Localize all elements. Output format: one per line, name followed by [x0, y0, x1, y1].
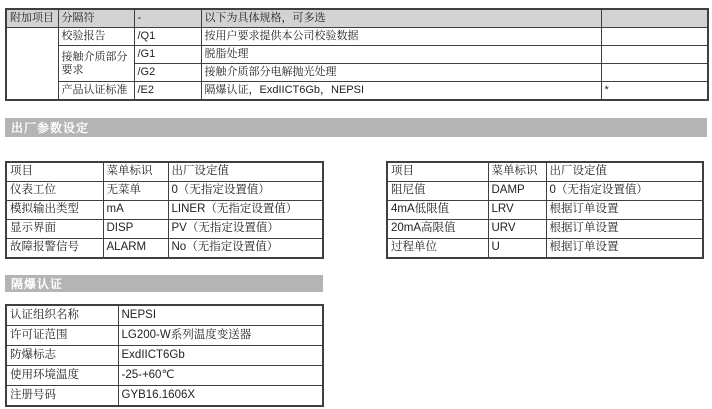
addon-row-mark: * [601, 82, 708, 101]
factory-settings-right-table [386, 161, 704, 259]
table-row [387, 201, 703, 220]
explosion-cert-section-header [5, 275, 323, 292]
param-item: 显示界面 [6, 220, 103, 239]
addon-row-mark [601, 46, 708, 64]
param-menu: DISP [103, 220, 168, 239]
param-value: PV（无指定设置值） [168, 220, 323, 239]
table-row [6, 326, 323, 346]
cert-value: -25-+60℃ [118, 366, 323, 386]
addon-row-label: 接触介质部分要求 [58, 46, 134, 82]
cert-value: NEPSI [118, 305, 323, 326]
addon-header-title: 附加项目 [6, 9, 58, 28]
table-row [6, 28, 708, 46]
table-row [387, 239, 703, 259]
param-item: 过程单位 [387, 239, 488, 259]
param-value: 根据订单设置 [546, 239, 703, 259]
cert-value: LG200-W系列温度变送器 [118, 326, 323, 346]
col-header-item: 项目 [387, 162, 488, 182]
cert-label: 许可证范围 [6, 326, 118, 346]
explosion-cert-table [5, 304, 324, 407]
param-item: 阻尼值 [387, 182, 488, 201]
section-title: 隔爆认证 [11, 277, 64, 291]
param-menu: DAMP [488, 182, 546, 201]
addon-left-merged-cell [6, 28, 58, 101]
addon-row-mark [601, 64, 708, 82]
factory-settings-left-table [5, 161, 324, 259]
col-header-value: 出厂设定值 [546, 162, 703, 182]
cert-label: 注册号码 [6, 386, 118, 407]
param-menu: 无菜单 [103, 182, 168, 201]
addon-header-row [6, 9, 708, 28]
col-header-menu: 菜单标识 [103, 162, 168, 182]
table-row [6, 386, 323, 407]
param-item: 模拟输出类型 [6, 201, 103, 220]
param-value: LINER（无指定设置值） [168, 201, 323, 220]
param-value: 根据订单设置 [546, 220, 703, 239]
param-menu: U [488, 239, 546, 259]
table-row [6, 305, 323, 326]
param-value: 0（无指定设置值） [546, 182, 703, 201]
addon-row-code: /Q1 [134, 28, 201, 46]
cert-value: ExdIICT6Gb [118, 346, 323, 366]
addon-row-code: /G1 [134, 46, 201, 64]
table-row [6, 201, 323, 220]
addon-row-desc: 脱脂处理 [201, 46, 601, 64]
col-header-item: 项目 [6, 162, 103, 182]
addon-header-desc: 以下为具体规格，可多选 [201, 9, 601, 28]
col-header-menu: 菜单标识 [488, 162, 546, 182]
addon-header-code: - [134, 9, 201, 28]
addon-row-desc: 隔爆认证，ExdIICT6Gb，NEPSI [201, 82, 601, 101]
table-row [6, 82, 708, 101]
param-menu: URV [488, 220, 546, 239]
addon-row-label: 校验报告 [58, 28, 134, 46]
param-value: 0（无指定设置值） [168, 182, 323, 201]
addon-row-label: 产品认证标准 [58, 82, 134, 101]
table-row [6, 46, 708, 64]
addon-row-desc: 接触介质部分电解抛光处理 [201, 64, 601, 82]
table-row [6, 220, 323, 239]
cert-label: 使用环境温度 [6, 366, 118, 386]
addon-header-mark [601, 9, 708, 28]
cert-label: 认证组织名称 [6, 305, 118, 326]
section-title: 出厂参数设定 [11, 121, 90, 135]
addon-row-desc: 按用户要求提供本公司校验数据 [201, 28, 601, 46]
col-header-value: 出厂设定值 [168, 162, 323, 182]
param-value: No（无指定设置值） [168, 239, 323, 259]
table-row [387, 220, 703, 239]
table-row [6, 182, 323, 201]
param-item: 仪表工位 [6, 182, 103, 201]
param-menu: mA [103, 201, 168, 220]
param-item: 故障报警信号 [6, 239, 103, 259]
addon-row-code: /G2 [134, 64, 201, 82]
table-row [6, 346, 323, 366]
factory-settings-section-header [5, 118, 707, 137]
param-item: 20mA高限值 [387, 220, 488, 239]
table-row [387, 182, 703, 201]
addon-row-code: /E2 [134, 82, 201, 101]
table-header-row [6, 162, 323, 182]
param-menu: ALARM [103, 239, 168, 259]
addon-header-separator: 分隔符 [58, 9, 134, 28]
addon-row-mark [601, 28, 708, 46]
cert-value: GYB16.1606X [118, 386, 323, 407]
table-header-row [387, 162, 703, 182]
table-row [6, 366, 323, 386]
table-row [6, 239, 323, 259]
addon-items-table [5, 8, 709, 101]
param-value: 根据订单设置 [546, 201, 703, 220]
param-item: 4mA低限值 [387, 201, 488, 220]
cert-label: 防爆标志 [6, 346, 118, 366]
param-menu: LRV [488, 201, 546, 220]
